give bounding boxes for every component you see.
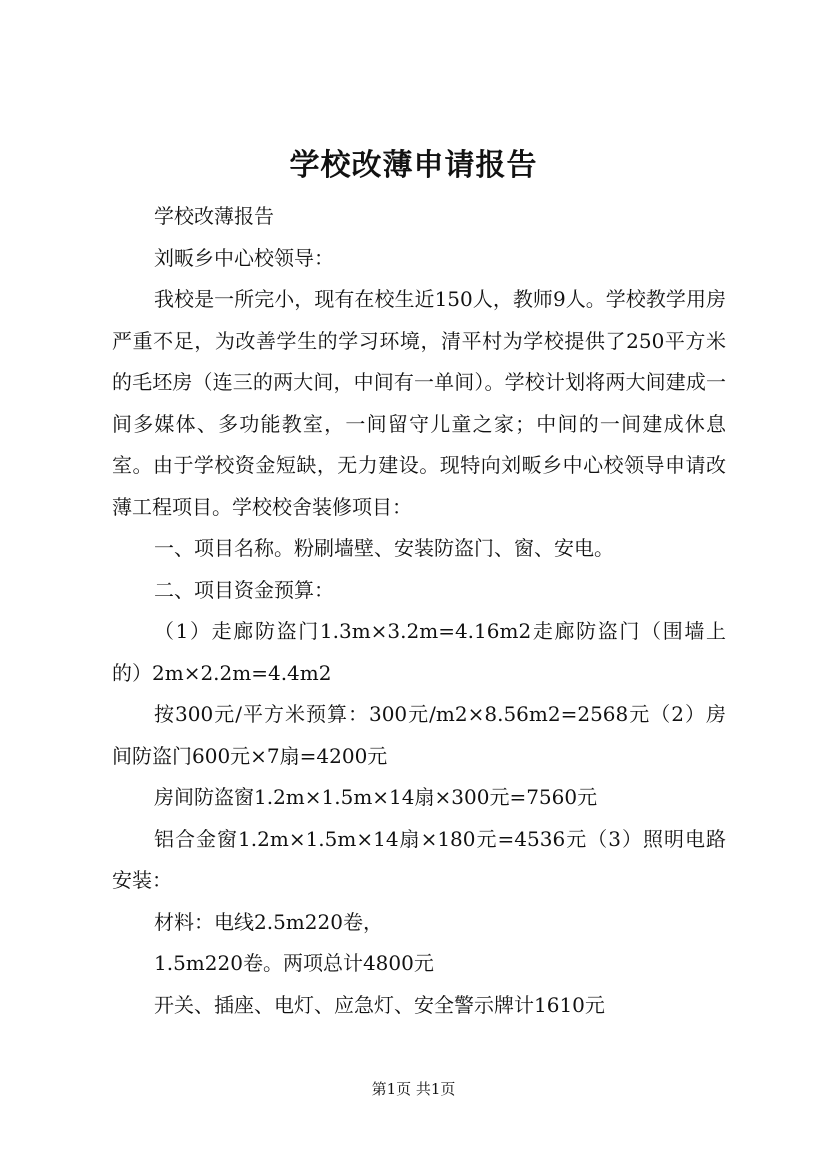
document-body bbox=[112, 196, 726, 1026]
paragraph-materials-total: 1.5m220卷。两项总计4800元 bbox=[154, 951, 434, 975]
paragraph-project-name: 一、项目名称。粉刷墙壁、安装防盗门、窗、安电。 bbox=[154, 536, 614, 560]
paragraph-salutation: 刘畈乡中心校领导： bbox=[154, 245, 334, 270]
paragraph-budget-item-1: （1）走廊防盗门1.3m×3.2m=4.16m2走廊防盗门（围墙上的）2m×2.2m=4.4m2 bbox=[112, 619, 726, 685]
paragraph-materials: 材料：电线2.5m220卷， bbox=[154, 909, 383, 934]
paragraph-budget-item-4: 铝合金窗1.2m×1.5m×14扇×180元=4536元（3）照明电路安装： bbox=[112, 826, 726, 892]
paragraph-budget-item-3: 房间防盗窗1.2m×1.5m×14扇×300元=7560元 bbox=[154, 785, 598, 809]
paragraph-report-heading: 学校改薄报告 bbox=[154, 204, 274, 228]
paragraph-budget-item-2: 按300元/平方米预算：300元/m2×8.56m2=2568元（2）房间防盗门600元×7扇=4200元 bbox=[112, 702, 726, 768]
paragraph-background: 我校是一所完小，现有在校生近150人，教师9人。学校教学用房严重不足，为改善学生的学习环境，清平村为学校提供了250平方米的毛坯房（连三的两大间，中间有一单间）。学校计划将两大间建成一间多媒体、多功能教室，一间留守儿童之家；中间的一间建成休息室。由于学校资金短缺，无力建设。现特向刘畈乡中心校领导申请改薄工程项目。学校校舍装修项目： bbox=[112, 287, 726, 519]
paragraph-fixtures: 开关、插座、电灯、应急灯、安全警示牌计1610元 bbox=[154, 992, 605, 1017]
paragraph-budget-heading: 二、项目资金预算： bbox=[154, 577, 334, 602]
document-title: 学校改薄申请报告 bbox=[289, 148, 538, 183]
page-footer: 第1页 共1页 bbox=[371, 1080, 456, 1098]
